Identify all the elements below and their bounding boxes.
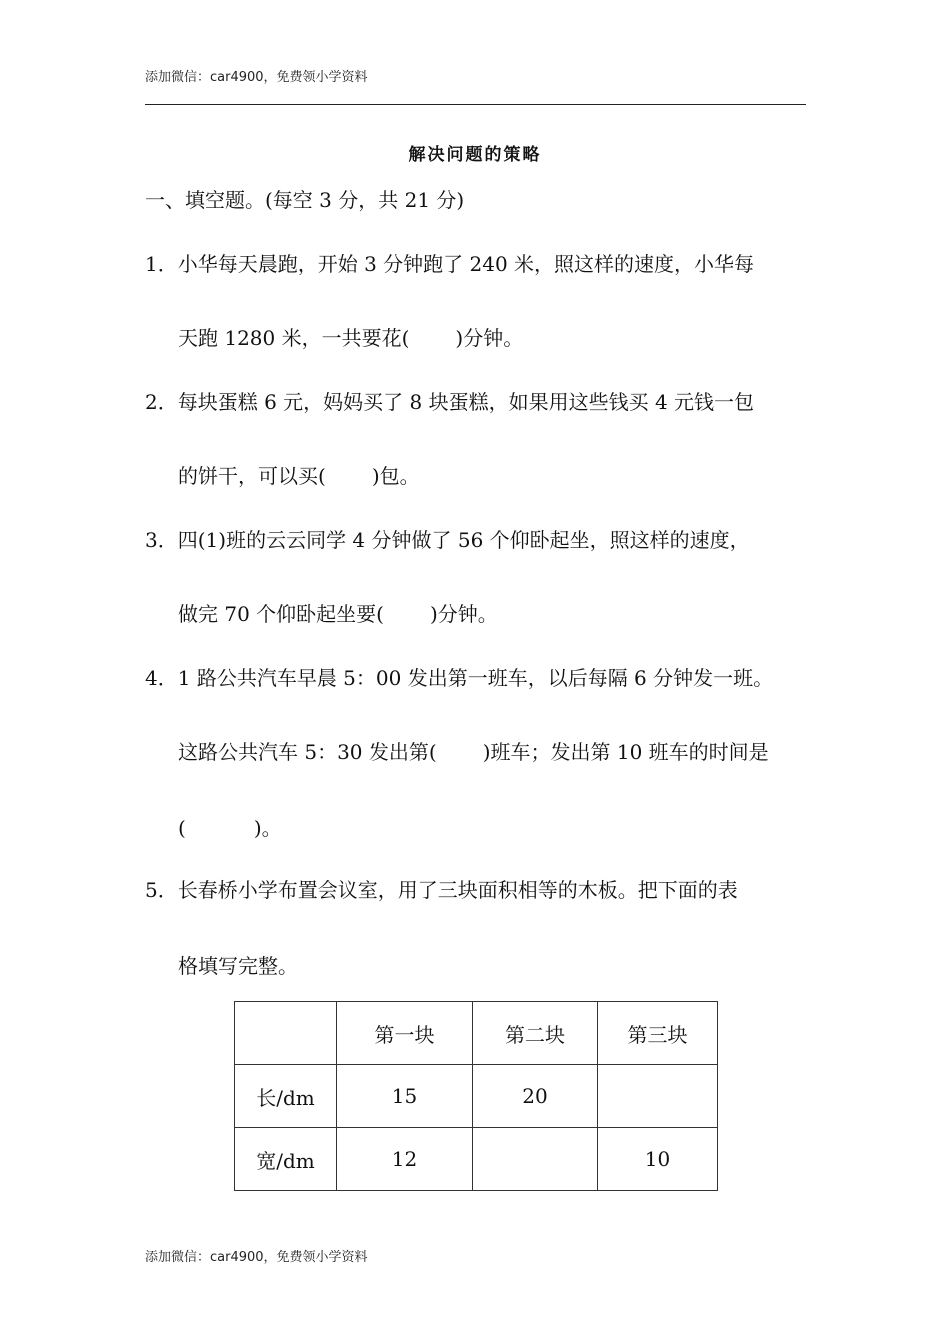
- question-number: 3．: [145, 528, 178, 552]
- table-cell: 15: [337, 1065, 473, 1128]
- section-heading: 一、填空题。(每空 3 分，共 21 分): [145, 188, 465, 212]
- question-1-line-1: [145, 250, 754, 278]
- question-number: 4．: [145, 666, 178, 690]
- question-number: 1．: [145, 252, 178, 276]
- page-title: 解决问题的策略: [408, 145, 542, 165]
- question-text: 1 路公共汽车早晨 5：00 发出第一班车，以后每隔 6 分钟发一班。: [177, 666, 774, 690]
- table-header-cell: [235, 1002, 337, 1065]
- question-number: 2．: [145, 390, 178, 414]
- table-header-row: [235, 1002, 718, 1065]
- question-5-line-2: 格填写完整。: [178, 954, 298, 978]
- table-cell: 20: [473, 1065, 598, 1128]
- table-row: [235, 1128, 718, 1191]
- question-text: (: [178, 816, 186, 840]
- footer-note: 添加微信：car4900，免费领小学资料: [145, 1250, 368, 1265]
- question-text: 做完 70 个仰卧起坐要(: [178, 602, 384, 626]
- question-text: 的饼干，可以买(: [178, 464, 326, 488]
- question-1-line-2: [178, 324, 523, 352]
- question-4-line-2: [178, 738, 769, 766]
- table-row-label: 长/dm: [235, 1065, 337, 1128]
- question-text: 这路公共汽车 5：30 发出第(: [178, 740, 437, 764]
- question-5-line-1: [145, 876, 738, 904]
- table-header-cell: 第二块: [473, 1002, 598, 1065]
- question-text: 天跑 1280 米，一共要花(: [178, 326, 410, 350]
- question-4-line-3: [178, 814, 282, 842]
- question-2-line-1: [145, 388, 754, 416]
- board-table: [234, 1001, 718, 1191]
- question-number: 5．: [145, 878, 178, 902]
- table-cell[interactable]: [473, 1128, 598, 1191]
- question-text: )分钟。: [455, 326, 524, 350]
- question-text: )分钟。: [429, 602, 498, 626]
- question-text: )包。: [371, 464, 420, 488]
- question-4-line-1: [145, 664, 773, 692]
- header-note: 添加微信：car4900，免费领小学资料: [145, 70, 368, 85]
- table-header-cell: 第三块: [598, 1002, 718, 1065]
- question-2-line-2: [178, 462, 420, 490]
- table-row: [235, 1065, 718, 1128]
- question-text: )。: [253, 816, 282, 840]
- question-text: 每块蛋糕 6 元，妈妈买了 8 块蛋糕，如果用这些钱买 4 元钱一包: [177, 390, 755, 414]
- question-3-line-1: [145, 526, 750, 554]
- table-cell: 10: [598, 1128, 718, 1191]
- question-text: 长春桥小学布置会议室，用了三块面积相等的木板。把下面的表: [177, 878, 738, 902]
- table-row-label: 宽/dm: [235, 1128, 337, 1191]
- question-3-line-2: [178, 600, 498, 628]
- table-header-cell: 第一块: [337, 1002, 473, 1065]
- table-cell: 12: [337, 1128, 473, 1191]
- header-rule: [145, 104, 806, 105]
- question-text: )班车；发出第 10 班车的时间是: [482, 740, 769, 764]
- question-text: 四(1)班的云云同学 4 分钟做了 56 个仰卧起坐，照这样的速度，: [177, 528, 750, 552]
- table-cell[interactable]: [598, 1065, 718, 1128]
- question-text: 小华每天晨跑，开始 3 分钟跑了 240 米，照这样的速度，小华每: [177, 252, 755, 276]
